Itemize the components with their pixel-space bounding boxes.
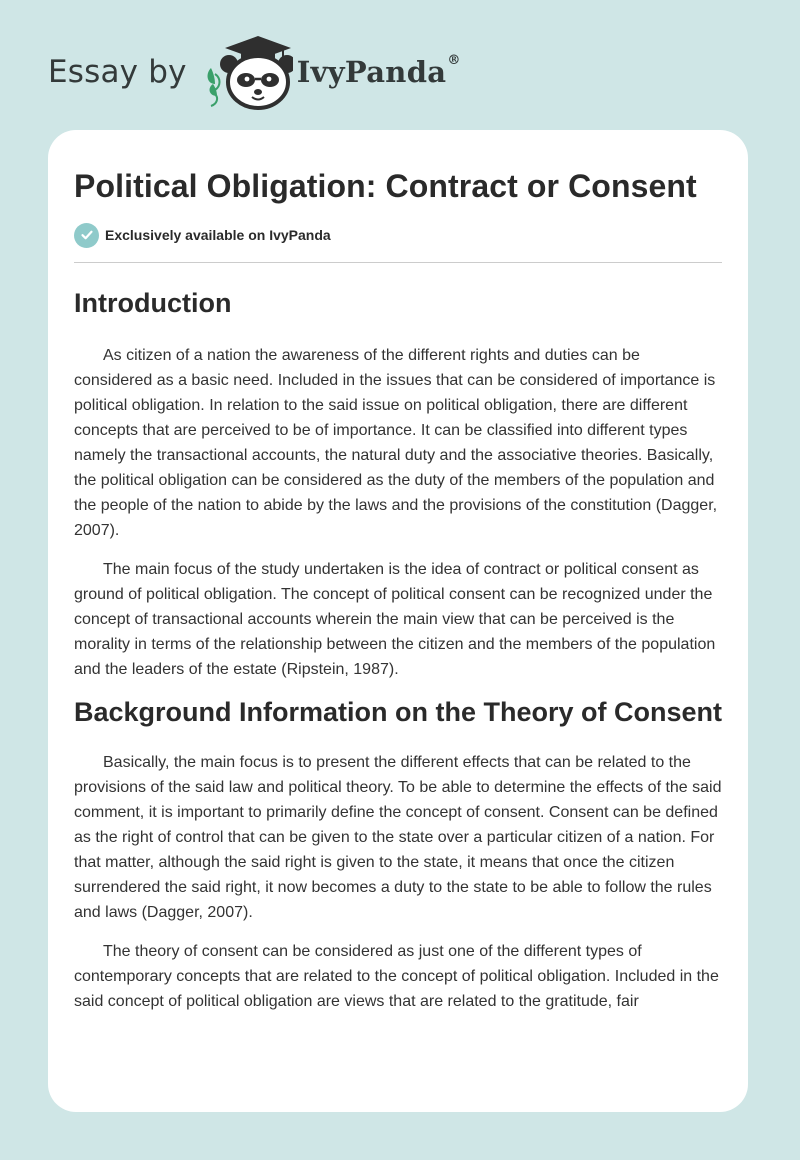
article-card bbox=[48, 130, 748, 1112]
panda-logo-icon bbox=[203, 34, 293, 110]
article-title: Political Obligation: Contract or Consent bbox=[74, 168, 697, 204]
exclusive-badge bbox=[74, 222, 722, 248]
paragraph: The main focus of the study undertaken is the idea of contract or political consent as ground of political obligation. The concept of political consent can be recognized under the concept of transactional accounts wherein the main view that can be perceived is the morality in terms of the relationship between the citizen and the members of the population and the leaders of the estate (Ripstein, 1987). bbox=[74, 561, 716, 678]
brand-prefix: Essay by bbox=[48, 54, 187, 90]
paragraph: Basically, the main focus is to present the different effects that can be related to the provisions of the said law and political theory. To be able to determine the effects of the said comment, it is important to primarily define the concept of consent. Consent can be defined as the right of control that can be given to the state over a particular citizen of a nation. For that matter, although the said right is given to the state, it means that once the citizen surrendered the said right, it now becomes a duty to the state to be able to follow the rules and laws (Dagger, 2007). bbox=[74, 754, 722, 921]
brand-header[interactable] bbox=[48, 34, 461, 110]
paragraph: The theory of consent can be considered as just one of the different types of contemporary concepts that are related to the concept of political obligation. Included in the said concept of political obligation are views that are related to the gratitude, fair bbox=[74, 943, 719, 1010]
brand-name bbox=[297, 55, 461, 89]
title-divider bbox=[74, 262, 722, 263]
exclusive-label: Exclusively available on IvyPanda bbox=[105, 227, 331, 243]
brand-name-text: IvyPanda bbox=[296, 55, 447, 89]
check-icon bbox=[74, 223, 99, 248]
section-heading-background: Background Information on the Theory of Consent bbox=[74, 697, 722, 727]
section-heading-introduction: Introduction bbox=[74, 288, 232, 318]
registered-mark: ® bbox=[447, 53, 461, 68]
paragraph: As citizen of a nation the awareness of the different rights and duties can be considered as a basic need. Included in the issues that can be considered of importance is political obligation. In relation to the said issue on political obligation, there are different concepts that are perceived to be of importance. It can be classified into different types namely the transactional accounts, the natural duty and the associative theories. Basically, the political obligation can be considered as the duty of the members of the population and the people of the nation to abide by the laws and the provisions of the constitution (Dagger, 2007). bbox=[74, 347, 718, 539]
